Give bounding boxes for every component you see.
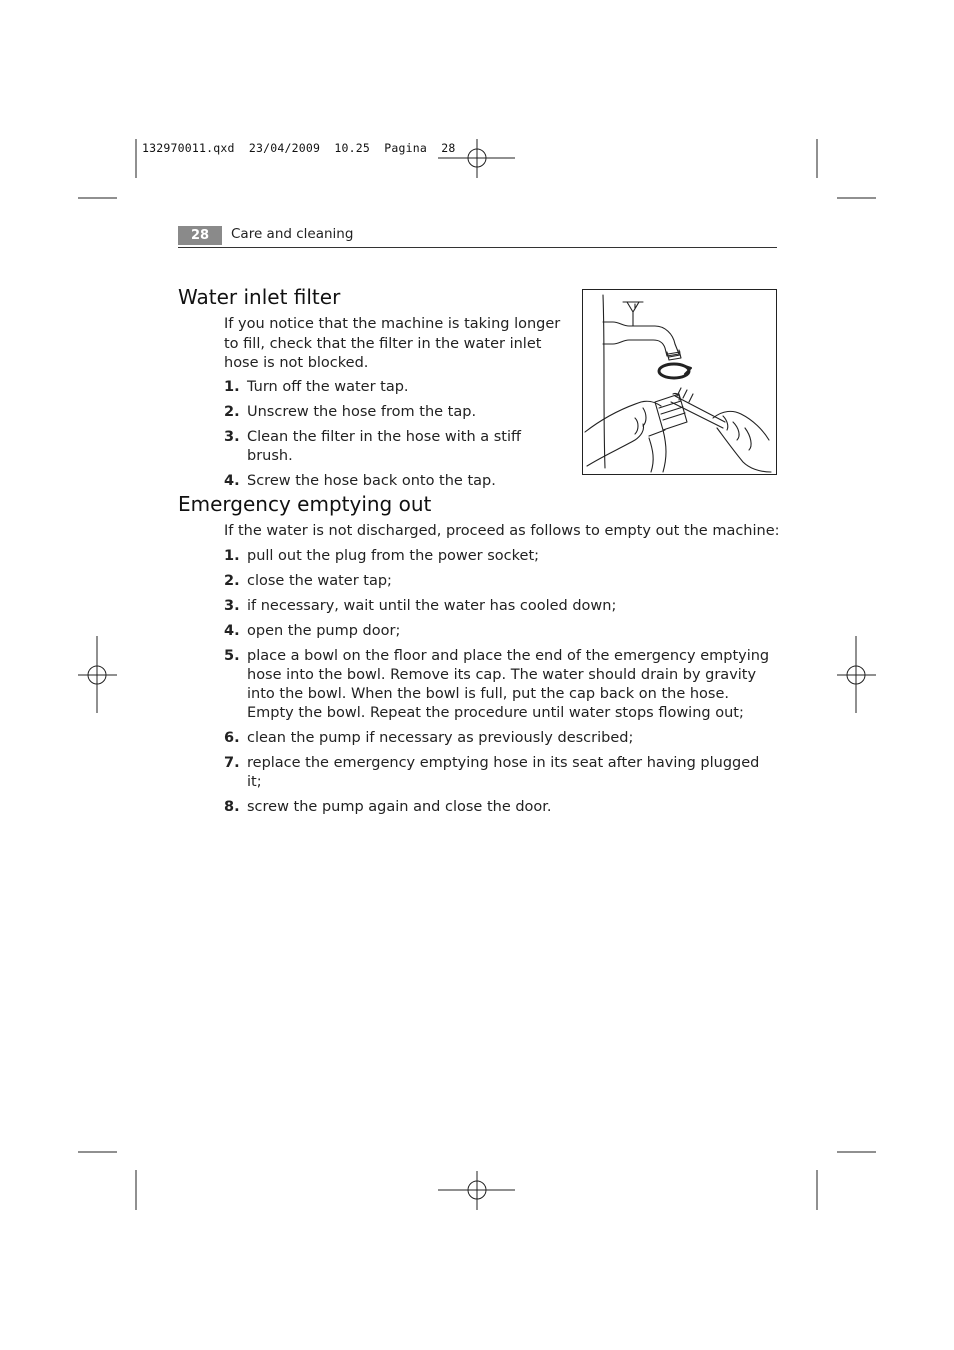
step-number: 7. xyxy=(224,755,240,771)
water-inlet-intro: If you notice that the machine is taking longer to fill, check that the filter in the water inlet hose is not blocked. xyxy=(224,316,561,371)
emergency-emptying-title: Emergency emptying out xyxy=(178,492,432,516)
step-number: 1. xyxy=(224,379,240,395)
list-item xyxy=(224,472,569,491)
step-number: 2. xyxy=(224,404,240,420)
step-number: 1. xyxy=(224,548,240,564)
list-item xyxy=(224,597,776,616)
list-item xyxy=(224,403,569,422)
water-inlet-filter-title: Water inlet filter xyxy=(178,285,341,309)
step-number: 4. xyxy=(224,473,240,489)
step-text: screw the pump again and close the door. xyxy=(247,799,552,815)
tap-brush-drawing xyxy=(583,290,776,474)
step-text: if necessary, wait until the water has cooled down; xyxy=(247,598,617,614)
list-item xyxy=(224,647,776,723)
step-number: 6. xyxy=(224,730,240,746)
step-number: 2. xyxy=(224,573,240,589)
page-number: 28 xyxy=(178,226,222,245)
tap-filter-illustration xyxy=(582,289,777,475)
list-item xyxy=(224,572,776,591)
list-item xyxy=(224,729,776,748)
list-item xyxy=(224,754,776,792)
print-slug: 132970011.qxd 23/04/2009 10.25 Pagina 28 xyxy=(142,141,456,155)
step-number: 8. xyxy=(224,799,240,815)
list-item xyxy=(224,798,776,817)
step-text: close the water tap; xyxy=(247,573,392,589)
list-item xyxy=(224,378,569,397)
step-number: 5. xyxy=(224,648,240,664)
step-text: Unscrew the hose from the tap. xyxy=(247,404,477,420)
water-inlet-steps xyxy=(224,378,569,497)
list-item xyxy=(224,622,776,641)
step-text: pull out the plug from the power socket; xyxy=(247,548,540,564)
step-text: Screw the hose back onto the tap. xyxy=(247,473,496,489)
list-item xyxy=(224,547,776,566)
step-number: 4. xyxy=(224,623,240,639)
step-text: replace the emergency emptying hose in its seat after having plugged it; xyxy=(247,755,760,790)
section-label: Care and cleaning xyxy=(231,226,354,242)
step-text: place a bowl on the floor and place the end of the emergency emptying hose into the bowl. Remove its cap. The water should drain by gravity into the bowl. When the bowl is full, put the cap back on the hose. Empty the bowl. Repeat the procedure until water stops flowing out; xyxy=(247,648,770,721)
step-text: Turn off the water tap. xyxy=(247,379,409,395)
step-number: 3. xyxy=(224,598,240,614)
step-text: open the pump door; xyxy=(247,623,401,639)
emergency-emptying-steps xyxy=(224,547,776,823)
step-text: clean the pump if necessary as previously described; xyxy=(247,730,634,746)
step-number: 3. xyxy=(224,429,240,445)
list-item xyxy=(224,428,569,466)
emergency-emptying-intro: If the water is not discharged, proceed as follows to empty out the machine: xyxy=(224,523,780,539)
page-header xyxy=(178,224,777,248)
step-text: Clean the filter in the hose with a stiff brush. xyxy=(247,429,522,464)
